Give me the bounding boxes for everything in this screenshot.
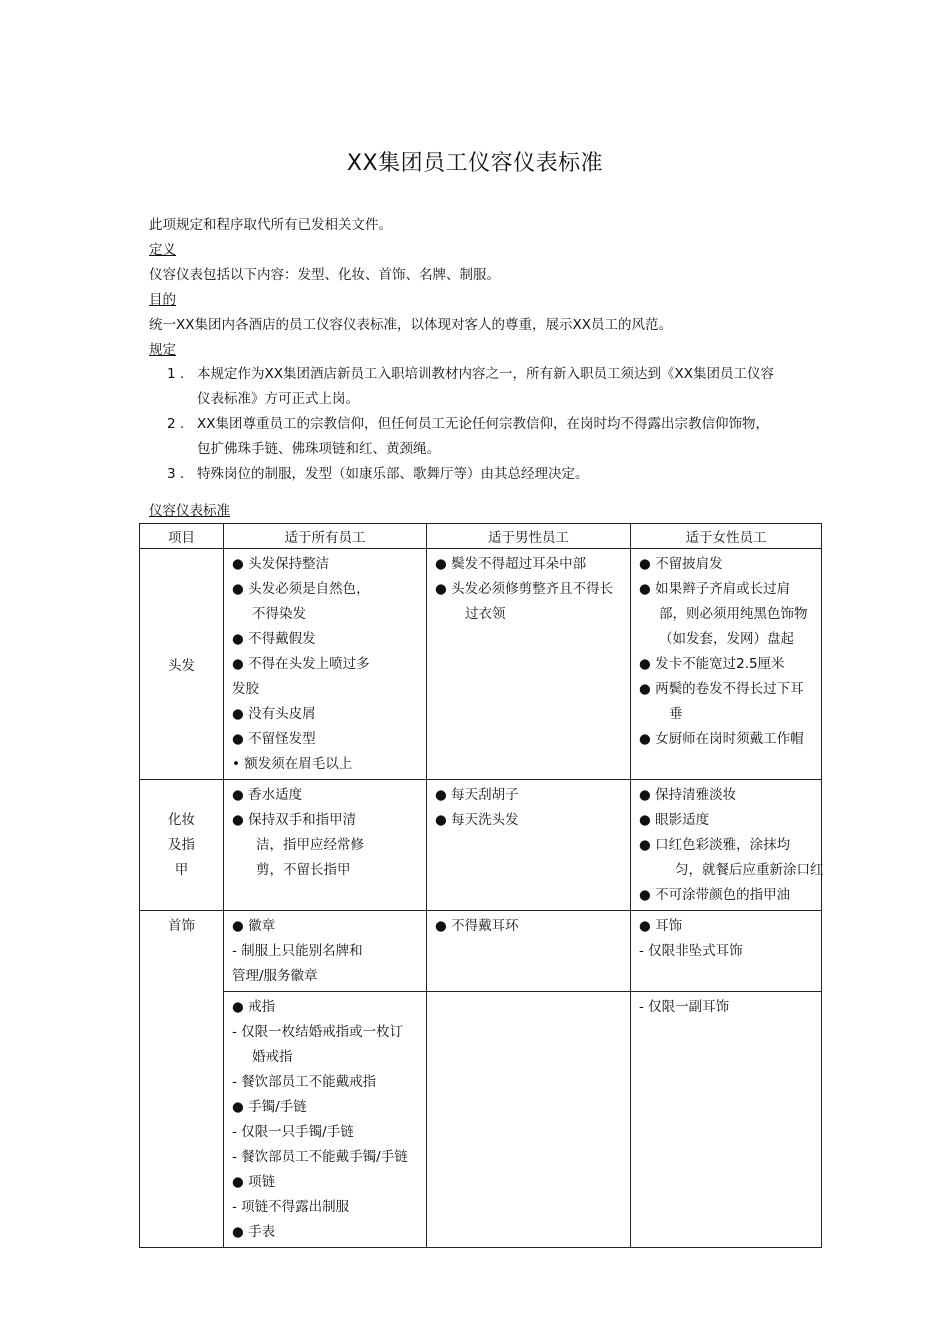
- rule-item: [167, 462, 827, 487]
- list-item: 管理/服务徽章: [232, 968, 318, 984]
- list-item: ● 不得戴耳环: [435, 918, 519, 934]
- rule-line: XX集团尊重员工的宗教信仰，但任何员工无论任何宗教信仰，在岗时均不得露出宗教信仰饰物，: [197, 416, 769, 432]
- male-staff-cell: [427, 992, 631, 1248]
- female-staff-cell: [631, 992, 822, 1248]
- list-item: - 仅限一枚结婚戒指或一枚订: [232, 1024, 404, 1040]
- list-item: 匀，就餐后应重新涂口红: [675, 862, 824, 878]
- list-item: - 仅限非坠式耳饰: [639, 943, 743, 959]
- list-item: - 仅限一只手镯/手链: [232, 1124, 354, 1140]
- category-cell: [140, 780, 224, 911]
- list-item: ● 不得在头发上喷过多: [232, 656, 370, 672]
- list-item: ● 每天洗头发: [435, 812, 519, 828]
- rule-item: [167, 362, 827, 412]
- document-title: XX集团员工仪容仪表标准: [346, 151, 604, 176]
- male-staff-cell: [427, 549, 631, 780]
- list-item: ● 没有头皮屑: [232, 706, 316, 722]
- list-item: ● 手镯/手链: [232, 1099, 307, 1115]
- list-item: ● 不可涂带颜色的指甲油: [639, 887, 791, 903]
- list-item: ● 鬓发不得超过耳朵中部: [435, 556, 587, 572]
- rules-heading: 规定: [149, 342, 176, 358]
- list-item: ● 头发保持整洁: [232, 556, 330, 572]
- female-staff-cell: [631, 780, 822, 911]
- list-item: 垂: [669, 706, 683, 722]
- female-staff-cell: [631, 911, 822, 992]
- appearance-standard-table: [139, 523, 822, 1248]
- list-item: ● 发卡不能宽过2.5厘米: [639, 656, 785, 672]
- table-row-jewelry-continued: [140, 992, 822, 1248]
- column-header: 适于所有员工: [224, 524, 427, 549]
- list-item: ● 头发必须修剪整齐且不得长: [435, 581, 614, 597]
- category-line: 甲: [174, 861, 189, 878]
- list-item: ● 不留披肩发: [639, 556, 723, 572]
- list-item: ● 口红色彩淡雅，涂抹均: [639, 837, 791, 853]
- list-item: - 制服上只能别名牌和: [232, 943, 363, 959]
- list-item: 洁，指甲应经常修: [256, 837, 364, 853]
- rule-number: 1 .: [167, 366, 185, 382]
- list-item: （如发套，发网）盘起: [659, 631, 794, 647]
- list-item: ● 保持双手和指甲清: [232, 812, 357, 828]
- rule-item: [167, 412, 827, 462]
- all-staff-cell: [224, 780, 427, 911]
- all-staff-cell: [224, 549, 427, 780]
- purpose-text: 统一XX集团内各酒店的员工仪容仪表标准，以体现对客人的尊重，展示XX员工的风范。: [149, 317, 672, 333]
- list-item: - 餐饮部员工不能戴戒指: [232, 1074, 377, 1090]
- rule-line: 本规定作为XX集团酒店新员工入职培训教材内容之一，所有新入职员工须达到《XX集团员工仪容: [197, 366, 774, 382]
- list-item: 婚戒指: [252, 1049, 293, 1065]
- all-staff-cell: [224, 911, 427, 992]
- list-item: ● 不得戴假发: [232, 631, 316, 647]
- table-header-row: [140, 524, 822, 549]
- list-item: - 项链不得露出制服: [232, 1199, 350, 1215]
- list-item: ● 不留怪发型: [232, 731, 316, 747]
- list-item: 过衣领: [465, 606, 506, 622]
- list-item: ● 每天刮胡子: [435, 787, 519, 803]
- list-item: 部，则必须用纯黑色饰物: [659, 606, 808, 622]
- table-row-hair: [140, 549, 822, 780]
- list-item: ● 手表: [232, 1224, 276, 1240]
- list-item: 不得染发: [252, 606, 306, 622]
- female-staff-cell: [631, 549, 822, 780]
- male-staff-cell: [427, 911, 631, 992]
- list-item: - 餐饮部员工不能戴手镯/手链: [232, 1149, 408, 1165]
- definition-heading: 定义: [149, 242, 176, 258]
- list-item: 剪，不留长指甲: [256, 862, 351, 878]
- list-item: ● 香水适度: [232, 787, 303, 803]
- column-header: 适于女性员工: [631, 524, 822, 549]
- category-cell: [140, 911, 224, 1248]
- list-item: ● 戒指: [232, 999, 276, 1015]
- rule-number: 2 .: [167, 416, 185, 432]
- all-staff-cell: [224, 992, 427, 1248]
- list-item: ● 女厨师在岗时须戴工作帽: [639, 731, 804, 747]
- list-item: ● 两鬓的卷发不得长过下耳: [639, 681, 804, 697]
- list-item: ● 眼影适度: [639, 812, 710, 828]
- list-item: ● 项链: [232, 1174, 276, 1190]
- purpose-heading: 目的: [149, 292, 176, 308]
- male-staff-cell: [427, 780, 631, 911]
- list-item: • 额发须在眉毛以上: [232, 756, 353, 772]
- list-item: ● 耳饰: [639, 918, 683, 934]
- category-cell: 头发: [140, 549, 224, 780]
- list-item: 发胶: [232, 681, 259, 697]
- table-heading: 仪容仪表标准: [149, 503, 230, 519]
- intro-text: 此项规定和程序取代所有已发相关文件。: [149, 217, 392, 233]
- column-header: 适于男性员工: [427, 524, 631, 549]
- rule-line: 仪表标准》方可正式上岗。: [197, 391, 359, 407]
- rule-line: 特殊岗位的制服，发型（如康乐部、歌舞厅等）由其总经理决定。: [197, 466, 589, 482]
- definition-text: 仪容仪表包括以下内容：发型、化妆、首饰、名牌、制服。: [149, 267, 500, 283]
- table-row-makeup: [140, 780, 822, 911]
- category-label: 首饰: [168, 918, 195, 934]
- list-item: - 仅限一副耳饰: [639, 999, 730, 1015]
- table-row-jewelry: [140, 911, 822, 992]
- category-line: 及指: [168, 836, 195, 853]
- rule-line: 包扩佛珠手链、佛珠项链和红、黄颈绳。: [197, 441, 440, 457]
- list-item: ● 头发必须是自然色，: [232, 581, 370, 597]
- list-item: ● 如果辫子齐肩或长过肩: [639, 581, 791, 597]
- column-header: 项目: [140, 524, 224, 549]
- list-item: ● 保持清雅淡妆: [639, 787, 737, 803]
- category-line: 化妆: [168, 811, 195, 828]
- list-item: ● 徽章: [232, 918, 276, 934]
- rule-number: 3 .: [167, 466, 185, 482]
